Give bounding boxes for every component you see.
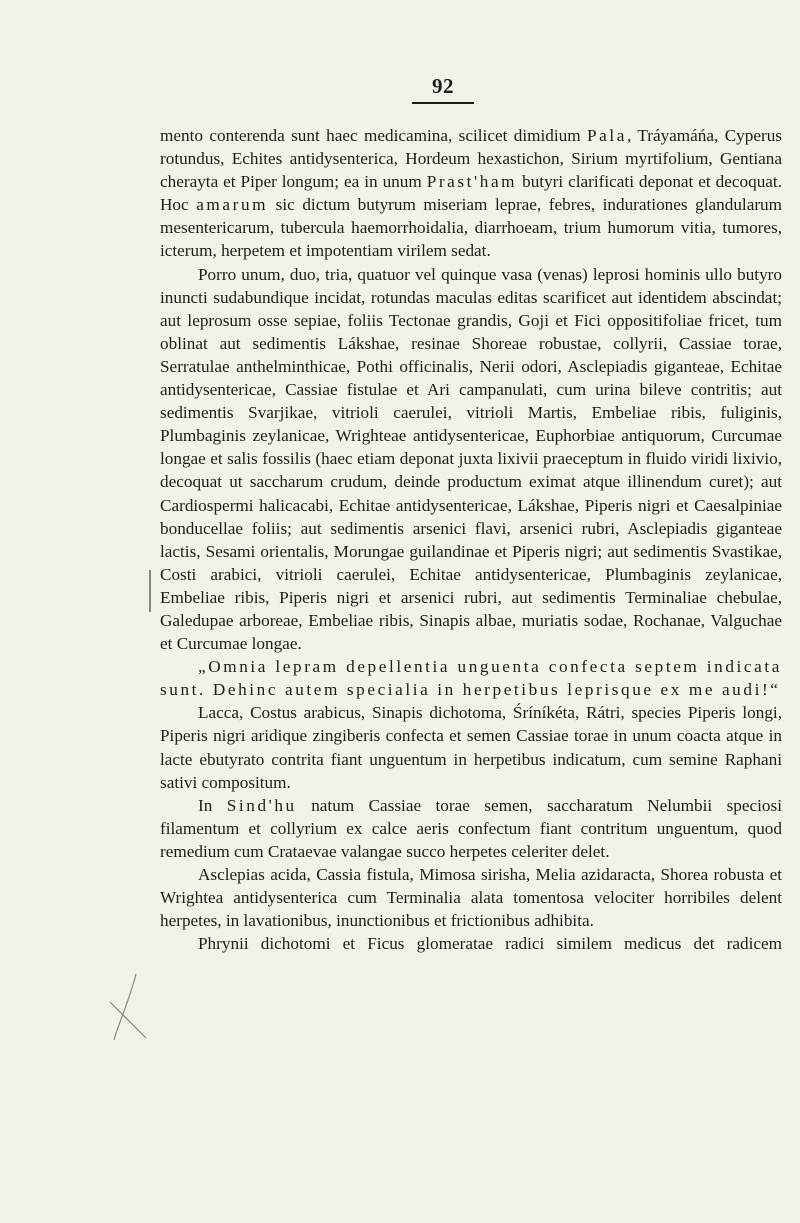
page-number: 92 [412,74,474,104]
text-run: natum Cassiae torae semen, saccharatum Nelumbii speciosi filamentum et collyrium ex calce aeris confectum fiant contritum unguentum, quod remedium cum Crataevae valangae succo herpetes celeriter delet. [160,795,782,861]
paragraph [160,794,782,863]
text-run: Porro unum, duo, tria, quatuor vel quinque vasa (venas) leprosi hominis ullo butyro inuncti sudabundique incidat, rotundas maculas editas scarificet aut identidem abscindat; aut leprosum osse sepiae, foliis Tectonae grandis, Goji et Fici oppositifoliae fricet, tum oblinat aut sedimentis Lákshae, resinae Shoreae robustae, collyrii, Cassiae torae, Serratulae anthelminthicae, Pothi officinalis, Nerii odori, Asclepiadis giganteae, Echitae antidysentericae, Cassiae fistulae et Ari campanulati, cum urina bileve contritis; aut sedimentis Svarjikae, vitrioli caerulei, vitrioli Martis, Embeliae ribis, fuliginis, Plumbaginis zeylanicae, Wrighteae antidysentericae, Euphorbiae antiquorum, Curcumae longae et salis fossilis (haec etiam deponat juxta lixivii praeceptum in fluido viridi lixivio, decoquat ut saccharum crudum, deinde productum eximat atque illinendum curet); aut Cardiospermi halicacabi, Echitae antidysentericae, Lákshae, Piperis nigri et Caesalpiniae bonducellae foliis; aut sedimentis arsenici flavi, arsenici rubri, Asclepiadis giganteae lactis, Sesami orientalis, Morungae guilandinae et Piperis nigri; aut sedimentis Svastikae, Costi arabici, vitrioli caerulei, Echitae antidysentericae, Plumbaginis zeylanicae, Embeliae ribis, Piperis nigri et arsenici rubri, aut sedimentis Terminaliae chebulae, Galedupae arboreae, Embeliae ribis, Sinapis albae, muriatis sodae, Rochanae, Valguchae et Curcumae longae. [160,264,782,654]
spaced-text: „Omnia lepram depellentia unguenta confecta septem indicata sunt. Dehinc autem specialia in herpetibus leprisque ex me audi!“ [160,657,782,700]
spaced-text: Prast'ham [426,172,518,192]
text-run: Asclepias acida, Cassia fistula, Mimosa sirisha, Melia azidaracta, Shorea robusta et Wrightea antidysenterica cum Terminalia alata tomentosa velociter horribiles delent herpetes, in lavationibus, inunctionibus et frictionibus adhibita. [160,865,782,931]
paragraph [160,124,782,263]
paragraph [160,863,782,932]
body-text [160,124,782,955]
spaced-text: Sind'hu [226,795,297,815]
spaced-text: amarum [196,195,269,215]
text-run: In [198,795,227,815]
paragraph [160,932,782,955]
paragraph [160,655,782,701]
paragraph [160,701,782,793]
spaced-text: Pala [586,126,627,145]
margin-pencil-mark [106,972,150,1042]
margin-bracket [149,570,151,612]
paragraph [160,263,782,656]
text-run: butyri clarificati deponat et decoquat. Hoc [160,172,782,215]
text-run: mento conterenda sunt haec medicamina, scilicet dimidium [160,126,587,145]
text-run: , Tráyamáńa, Cyperus rotundus, Echites antidysenterica, Hordeum hexastichon, Sirium myrtifolium, Gentiana cherayta et Piper longum; ea in unum [160,126,782,192]
text-run: sic dictum butyrum miseriam leprae, febres, indurationes glandularum mesentericarum, tubercula haemorrhoidalia, diarrhoeam, trium humorum vitia, tumores, icterum, herpetem et impotentiam virilem sedat. [160,195,783,261]
text-run: Lacca, Costus arabicus, Sinapis dichotoma, Śríníkéta, Rátri, species Piperis longi, Piperis nigri aridique zingiberis confecta et semen Cassiae torae in unum coacta atque in lacte ebutyrato contrita fiant unguentum in herpetibus indicatum, cum semine Raphani sativi compositum. [160,703,782,792]
text-run: Phrynii dichotomi et Ficus glomeratae radici similem medicus det radicem [198,934,782,954]
